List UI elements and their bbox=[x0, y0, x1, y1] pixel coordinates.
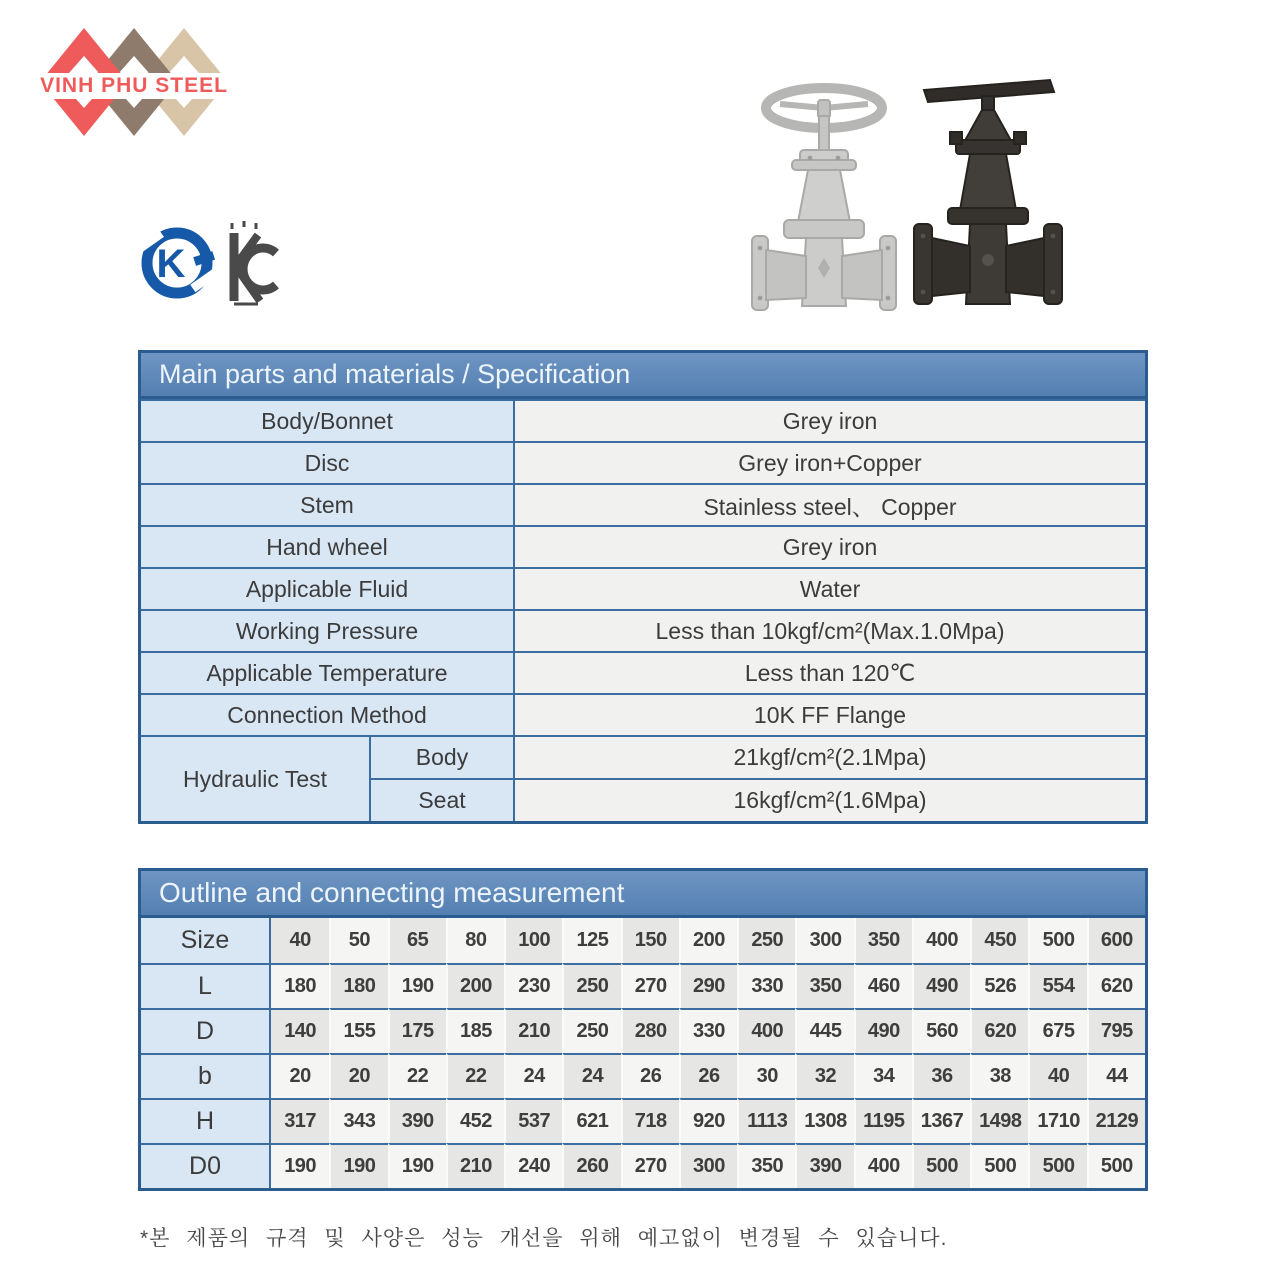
measurement-cell: 26 bbox=[679, 1053, 737, 1098]
measurement-table-title: Outline and connecting measurement bbox=[141, 871, 1145, 918]
measurement-cell: 185 bbox=[446, 1008, 504, 1053]
measurement-cell: 24 bbox=[504, 1053, 562, 1098]
spec-row bbox=[141, 441, 1145, 483]
spec-value: Grey iron bbox=[515, 527, 1145, 567]
measurement-cell: 270 bbox=[621, 1143, 679, 1188]
product-photos bbox=[748, 70, 1068, 314]
measurement-cell: 230 bbox=[504, 963, 562, 1008]
measurement-row-label: D0 bbox=[141, 1143, 271, 1188]
measurement-cell: 20 bbox=[329, 1053, 387, 1098]
measurement-cell: 80 bbox=[446, 918, 504, 963]
measurement-cell: 155 bbox=[329, 1008, 387, 1053]
measurement-row-label: H bbox=[141, 1098, 271, 1143]
measurement-cell: 200 bbox=[446, 963, 504, 1008]
measurement-row-label: L bbox=[141, 963, 271, 1008]
measurement-cell: 1367 bbox=[912, 1098, 970, 1143]
measurement-cell: 500 bbox=[970, 1143, 1028, 1188]
measurement-cell: 190 bbox=[388, 1143, 446, 1188]
measurement-table bbox=[138, 868, 1148, 1191]
measurement-cell: 175 bbox=[388, 1008, 446, 1053]
measurement-row-label: Size bbox=[141, 918, 271, 963]
spec-row bbox=[141, 693, 1145, 735]
spec-label: Connection Method bbox=[141, 695, 515, 735]
measurement-cell: 100 bbox=[504, 918, 562, 963]
spec-sublabel: Seat bbox=[371, 780, 513, 821]
measurement-cell: 190 bbox=[271, 1143, 329, 1188]
measurement-grid bbox=[141, 918, 1145, 1188]
measurement-cell: 150 bbox=[621, 918, 679, 963]
spec-value: Water bbox=[515, 569, 1145, 609]
measurement-cell: 330 bbox=[679, 1008, 737, 1053]
measurement-cell: 210 bbox=[504, 1008, 562, 1053]
spec-label: Hydraulic Test bbox=[141, 737, 371, 821]
measurement-cell: 920 bbox=[679, 1098, 737, 1143]
spec-value: Stainless steel、 Copper bbox=[515, 485, 1145, 525]
measurement-cell: 500 bbox=[912, 1143, 970, 1188]
measurement-cell: 600 bbox=[1087, 918, 1145, 963]
measurement-cell: 390 bbox=[795, 1143, 853, 1188]
measurement-cell: 350 bbox=[854, 918, 912, 963]
measurement-cell: 1308 bbox=[795, 1098, 853, 1143]
measurement-cell: 330 bbox=[737, 963, 795, 1008]
measurement-cell: 350 bbox=[737, 1143, 795, 1188]
spec-value: Grey iron bbox=[515, 401, 1145, 441]
measurement-cell: 260 bbox=[562, 1143, 620, 1188]
measurement-cell: 621 bbox=[562, 1098, 620, 1143]
measurement-cell: 500 bbox=[1028, 1143, 1086, 1188]
spec-value: 10K FF Flange bbox=[515, 695, 1145, 735]
measurement-cell: 343 bbox=[329, 1098, 387, 1143]
measurement-cell: 500 bbox=[1028, 918, 1086, 963]
kc-certification-icon bbox=[224, 219, 280, 309]
measurement-cell: 620 bbox=[1087, 963, 1145, 1008]
measurement-cell: 22 bbox=[446, 1053, 504, 1098]
measurement-cell: 240 bbox=[504, 1143, 562, 1188]
measurement-cell: 560 bbox=[912, 1008, 970, 1053]
measurement-cell: 190 bbox=[388, 963, 446, 1008]
measurement-cell: 30 bbox=[737, 1053, 795, 1098]
measurement-cell: 675 bbox=[1028, 1008, 1086, 1053]
spec-value: Less than 120℃ bbox=[515, 653, 1145, 693]
measurement-cell: 554 bbox=[1028, 963, 1086, 1008]
measurement-cell: 140 bbox=[271, 1008, 329, 1053]
gate-valve-dark-image bbox=[912, 70, 1064, 314]
ks-letter: K bbox=[156, 242, 186, 286]
measurement-cell: 200 bbox=[679, 918, 737, 963]
measurement-cell: 390 bbox=[388, 1098, 446, 1143]
measurement-cell: 26 bbox=[621, 1053, 679, 1098]
measurement-cell: 22 bbox=[388, 1053, 446, 1098]
spec-table-title: Main parts and materials / Specification bbox=[141, 353, 1145, 399]
measurement-cell: 2129 bbox=[1087, 1098, 1145, 1143]
spec-label: Applicable Fluid bbox=[141, 569, 515, 609]
measurement-cell: 250 bbox=[562, 1008, 620, 1053]
measurement-row-label: D bbox=[141, 1008, 271, 1053]
measurement-cell: 500 bbox=[1087, 1143, 1145, 1188]
spec-label: Body/Bonnet bbox=[141, 401, 515, 441]
spec-row bbox=[141, 483, 1145, 525]
measurement-cell: 250 bbox=[562, 963, 620, 1008]
measurement-cell: 50 bbox=[329, 918, 387, 963]
measurement-cell: 490 bbox=[912, 963, 970, 1008]
measurement-cell: 180 bbox=[329, 963, 387, 1008]
measurement-cell: 400 bbox=[737, 1008, 795, 1053]
measurement-cell: 1710 bbox=[1028, 1098, 1086, 1143]
measurement-cell: 317 bbox=[271, 1098, 329, 1143]
spec-label: Applicable Temperature bbox=[141, 653, 515, 693]
spec-value: Less than 10kgf/cm²(Max.1.0Mpa) bbox=[515, 611, 1145, 651]
spec-row bbox=[141, 651, 1145, 693]
measurement-cell: 795 bbox=[1087, 1008, 1145, 1053]
measurement-cell: 1113 bbox=[737, 1098, 795, 1143]
measurement-cell: 450 bbox=[970, 918, 1028, 963]
measurement-cell: 125 bbox=[562, 918, 620, 963]
measurement-cell: 1195 bbox=[854, 1098, 912, 1143]
spec-label: Disc bbox=[141, 443, 515, 483]
measurement-cell: 445 bbox=[795, 1008, 853, 1053]
measurement-row-label: b bbox=[141, 1053, 271, 1098]
spec-label: Hand wheel bbox=[141, 527, 515, 567]
measurement-cell: 537 bbox=[504, 1098, 562, 1143]
measurement-cell: 20 bbox=[271, 1053, 329, 1098]
measurement-cell: 34 bbox=[854, 1053, 912, 1098]
measurement-cell: 65 bbox=[388, 918, 446, 963]
spec-row bbox=[141, 609, 1145, 651]
measurement-cell: 526 bbox=[970, 963, 1028, 1008]
footnote: *본 제품의 규격 및 사양은 성능 개선을 위해 예고없이 변경될 수 있습니다. bbox=[140, 1227, 948, 1250]
spec-sublabel: Body bbox=[371, 737, 513, 778]
measurement-cell: 24 bbox=[562, 1053, 620, 1098]
measurement-cell: 190 bbox=[329, 1143, 387, 1188]
measurement-cell: 400 bbox=[912, 918, 970, 963]
ks-certification-icon bbox=[138, 224, 216, 302]
brand-name: VINH PHU STEEL bbox=[38, 73, 230, 99]
measurement-cell: 40 bbox=[271, 918, 329, 963]
measurement-cell: 452 bbox=[446, 1098, 504, 1143]
measurement-cell: 180 bbox=[271, 963, 329, 1008]
hydraulic-test-rows bbox=[141, 735, 1145, 821]
measurement-cell: 400 bbox=[854, 1143, 912, 1188]
measurement-cell: 38 bbox=[970, 1053, 1028, 1098]
measurement-cell: 490 bbox=[854, 1008, 912, 1053]
spec-label: Working Pressure bbox=[141, 611, 515, 651]
measurement-cell: 460 bbox=[854, 963, 912, 1008]
measurement-cell: 36 bbox=[912, 1053, 970, 1098]
spec-row bbox=[141, 525, 1145, 567]
spec-value: 21kgf/cm²(2.1Mpa) bbox=[515, 737, 1145, 778]
measurement-cell: 280 bbox=[621, 1008, 679, 1053]
measurement-cell: 44 bbox=[1087, 1053, 1145, 1098]
spec-row bbox=[141, 567, 1145, 609]
spec-table bbox=[138, 350, 1148, 824]
measurement-cell: 350 bbox=[795, 963, 853, 1008]
measurement-cell: 40 bbox=[1028, 1053, 1086, 1098]
brand-logo bbox=[38, 20, 230, 150]
measurement-cell: 210 bbox=[446, 1143, 504, 1188]
spec-value: Grey iron+Copper bbox=[515, 443, 1145, 483]
measurement-cell: 300 bbox=[795, 918, 853, 963]
spec-row bbox=[141, 399, 1145, 441]
measurement-cell: 718 bbox=[621, 1098, 679, 1143]
measurement-cell: 1498 bbox=[970, 1098, 1028, 1143]
measurement-cell: 250 bbox=[737, 918, 795, 963]
measurement-cell: 290 bbox=[679, 963, 737, 1008]
measurement-cell: 270 bbox=[621, 963, 679, 1008]
measurement-cell: 300 bbox=[679, 1143, 737, 1188]
gate-valve-light-image bbox=[748, 70, 900, 314]
spec-value: 16kgf/cm²(1.6Mpa) bbox=[515, 780, 1145, 821]
measurement-cell: 32 bbox=[795, 1053, 853, 1098]
spec-label: Stem bbox=[141, 485, 515, 525]
measurement-cell: 620 bbox=[970, 1008, 1028, 1053]
